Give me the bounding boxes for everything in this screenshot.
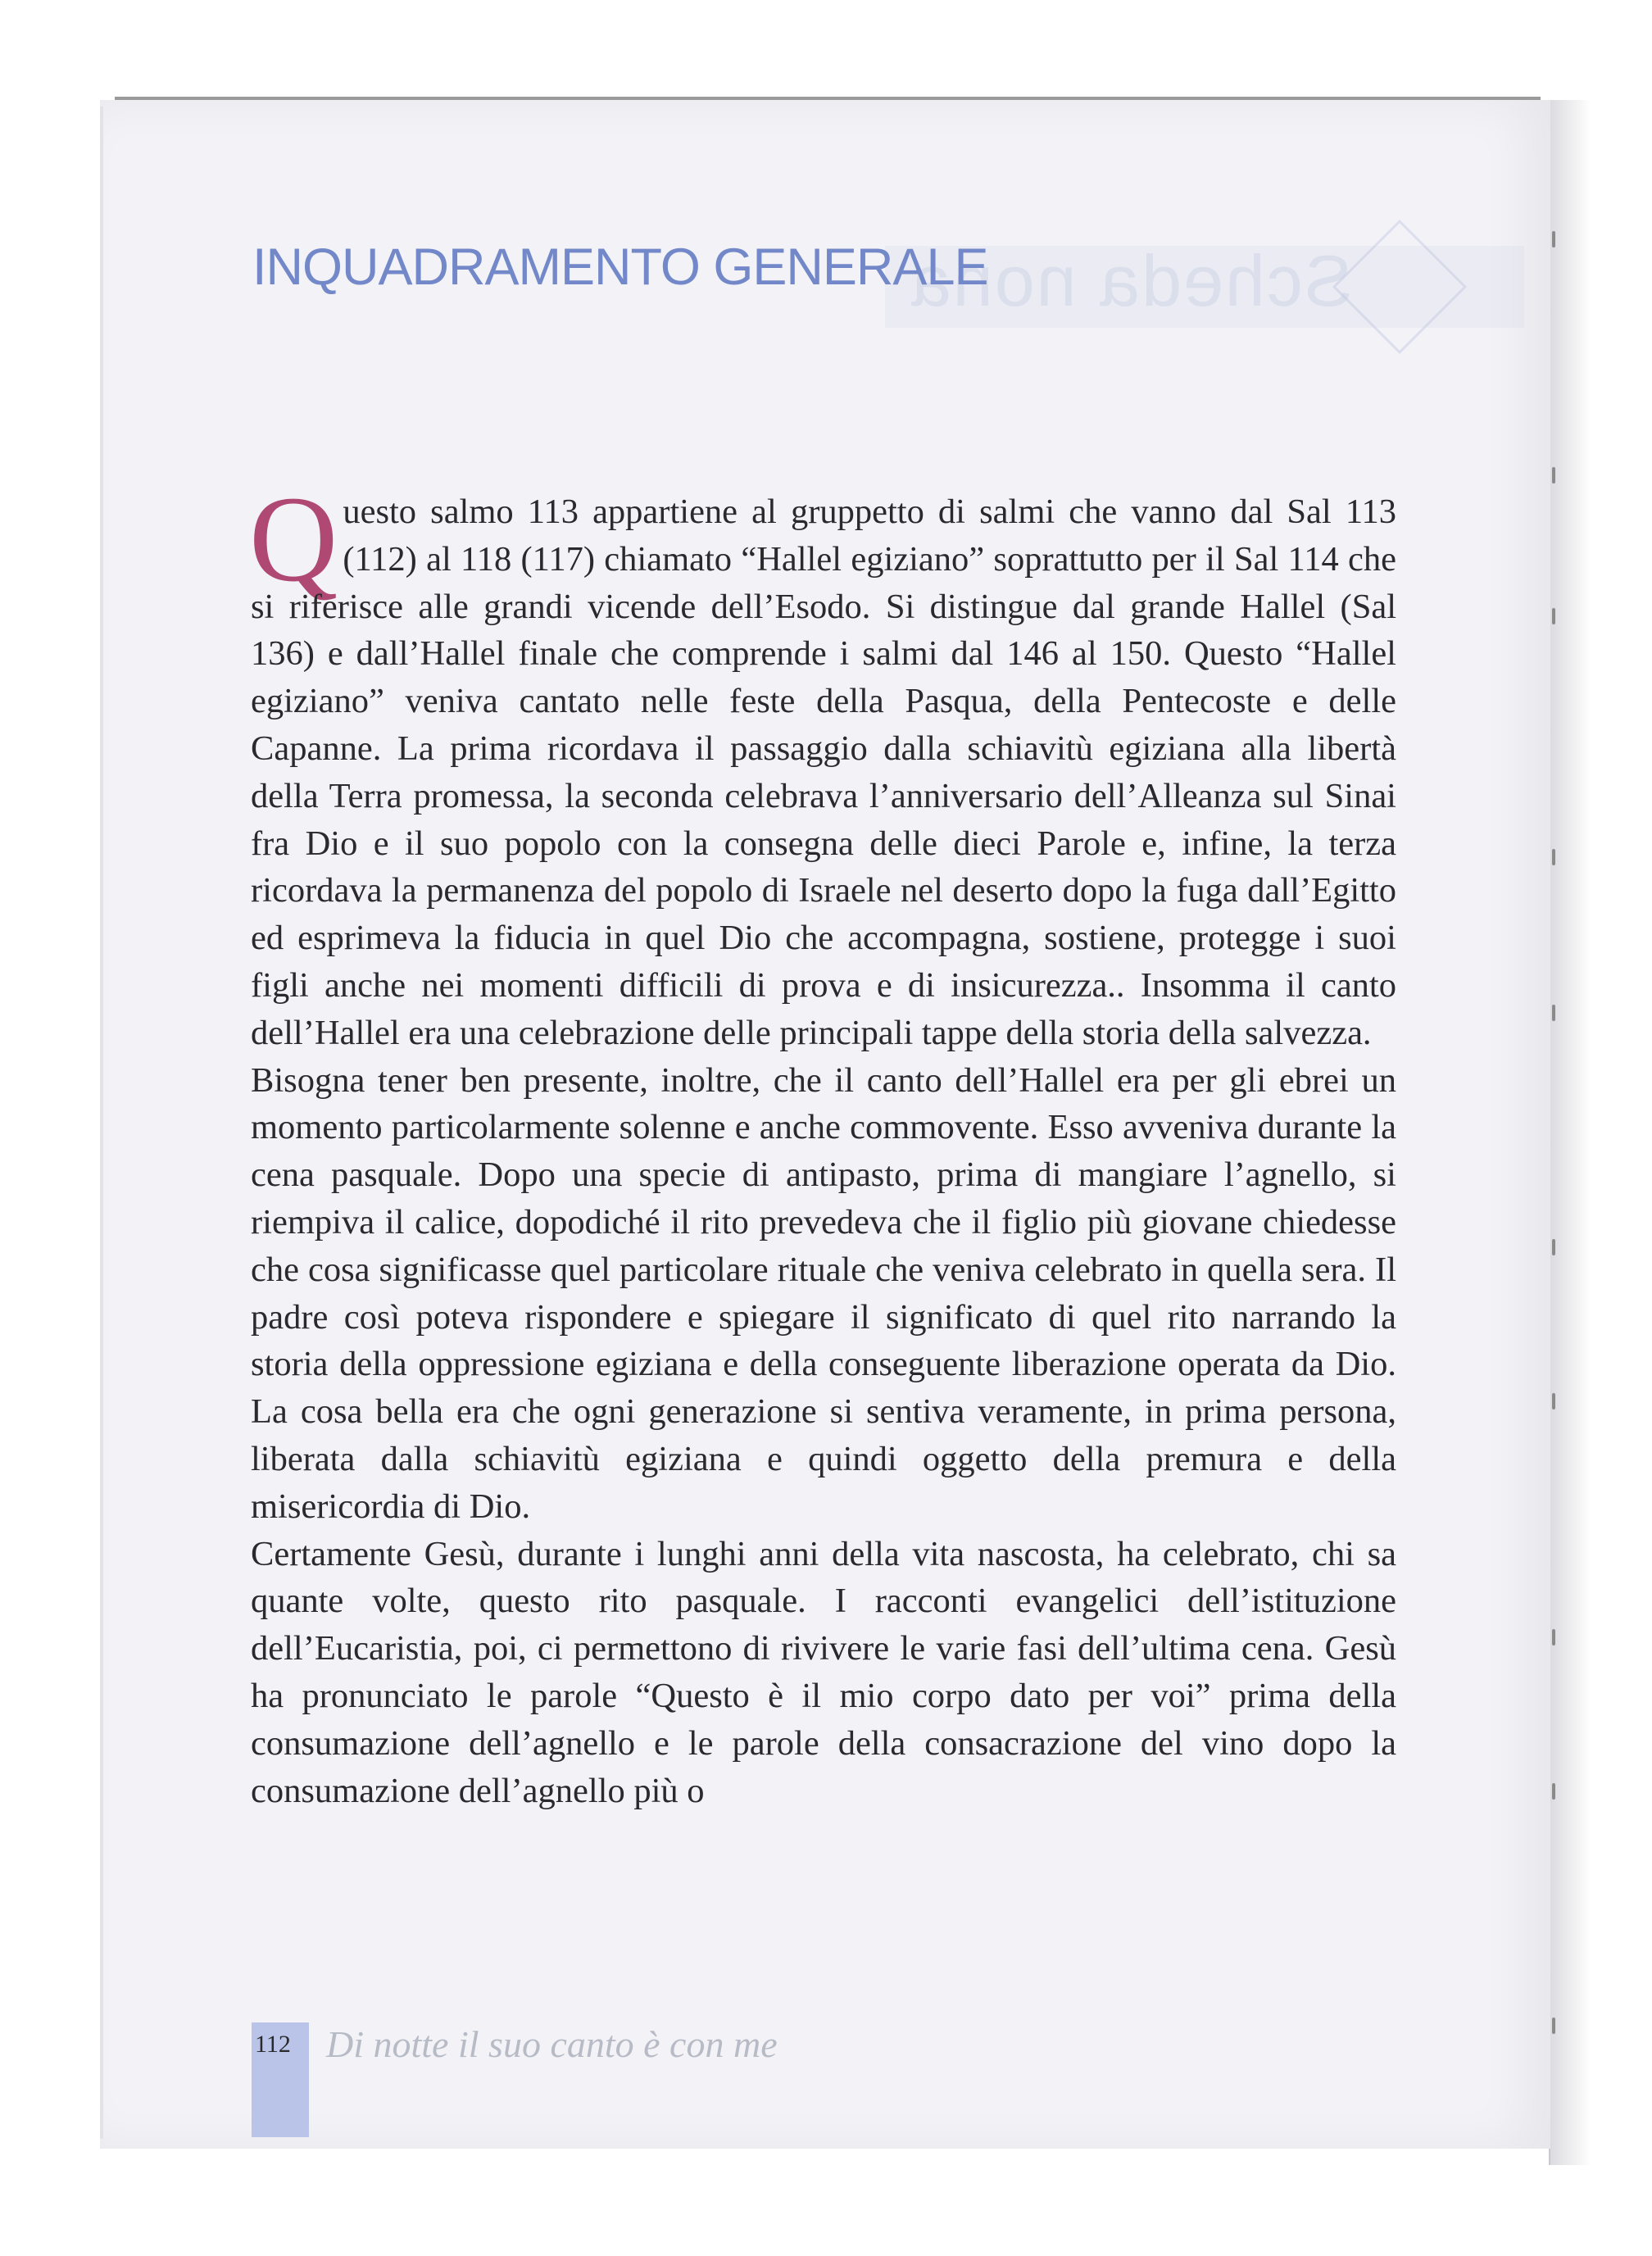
page-left-edge (100, 107, 103, 2139)
binding-stitch (1552, 608, 1555, 624)
show-through-title: Scheda nona (910, 240, 1353, 321)
binding-stitch (1552, 1005, 1555, 1021)
paragraph-1-text: uesto salmo 113 appartiene al gruppetto di salmi che vanno dal Sal 113 (112) al 118 (117) chiamato “Hallel egiziano” soprattutto per il Sal 114 che si riferisce alle grandi vicende dell’Esodo. Si distingue dal grande Hallel (Sal 136) e dall’Hallel finale che comprende i salmi dal 146 al 150. Questo “Hallel egiziano” veniva cantato nelle feste della Pasqua, della Pentecoste e delle Capanne. La prima ricordava il passaggio dalla schiavitù egiziana alla libertà della Terra promessa, la seconda celebrava l’anniversario dell’Alleanza sul Sinai fra Dio e il suo popolo con la consegna delle dieci Parole e, infine, la terza ricordava la permanenza del popolo di Israele nel deserto dopo la fuga dall’Egitto ed esprimeva la fiducia in quel Dio che accompagna, sostiene, protegge i suoi figli anche nei momenti difficili di prova e di insicurezza.. Insomma il canto dell’Hallel era una celebrazione delle principali tappe della storia della salvezza. (251, 493, 1396, 1052)
binding-stitch (1552, 1239, 1555, 1255)
page-top-edge (115, 97, 1541, 100)
running-title: Di notte il suo canto è con me (326, 2023, 778, 2065)
binding-stitch (1552, 1783, 1555, 1800)
paragraph-2: Bisogna tener ben presente, inoltre, che il canto dell’Hallel era per gli ebrei un momento particolarmente solenne e anche commovente. Esso avveniva durante la cena pasquale. Dopo una specie di antipasto, prima di mangiare l’agnello, si riempiva il calice, dopodiché il rito prevedeva che il figlio più giovane chiedesse che cosa significasse quel particolare rituale che veniva celebrato in quella sera. Il padre così poteva rispondere e spiegare il significato di quel rito narrando la storia della oppressione egiziana e della conseguente liberazione operata da Dio. La cosa bella era che ogni generazione si sentiva veramente, in prima persona, liberata dalla schiavitù egiziana e quindi oggetto della premura e della misericordia di Dio. (251, 1060, 1396, 1526)
right-page-gutter (1550, 100, 1652, 2165)
body-text (249, 471, 1396, 1814)
drop-cap: Q (249, 471, 338, 607)
binding-stitch (1552, 1629, 1555, 1645)
binding-stitch (1552, 1393, 1555, 1409)
section-heading: INQUADRAMENTO GENERALE (252, 238, 988, 296)
binding-stitch (1552, 231, 1555, 247)
binding-stitch (1552, 467, 1555, 483)
page-number: 112 (255, 2031, 291, 2058)
binding-stitch (1552, 849, 1555, 865)
binding-stitch (1552, 2018, 1555, 2034)
paragraph-3: Certamente Gesù, durante i lunghi anni della vita nascosta, ha celebrato, chi sa quante volte, questo rito pasquale. I racconti evangelici dell’istituzione dell’Eucaristia, poi, ci permettono di rivivere le varie fasi dell’ultima cena. Gesù ha pronunciato le parole “Questo è il mio corpo dato per voi” prima della consumazione dell’agnello e le parole della consacrazione del vino dopo la consumazione dell’agnello più o (251, 1534, 1396, 1810)
paragraph-1 (249, 471, 1396, 1057)
